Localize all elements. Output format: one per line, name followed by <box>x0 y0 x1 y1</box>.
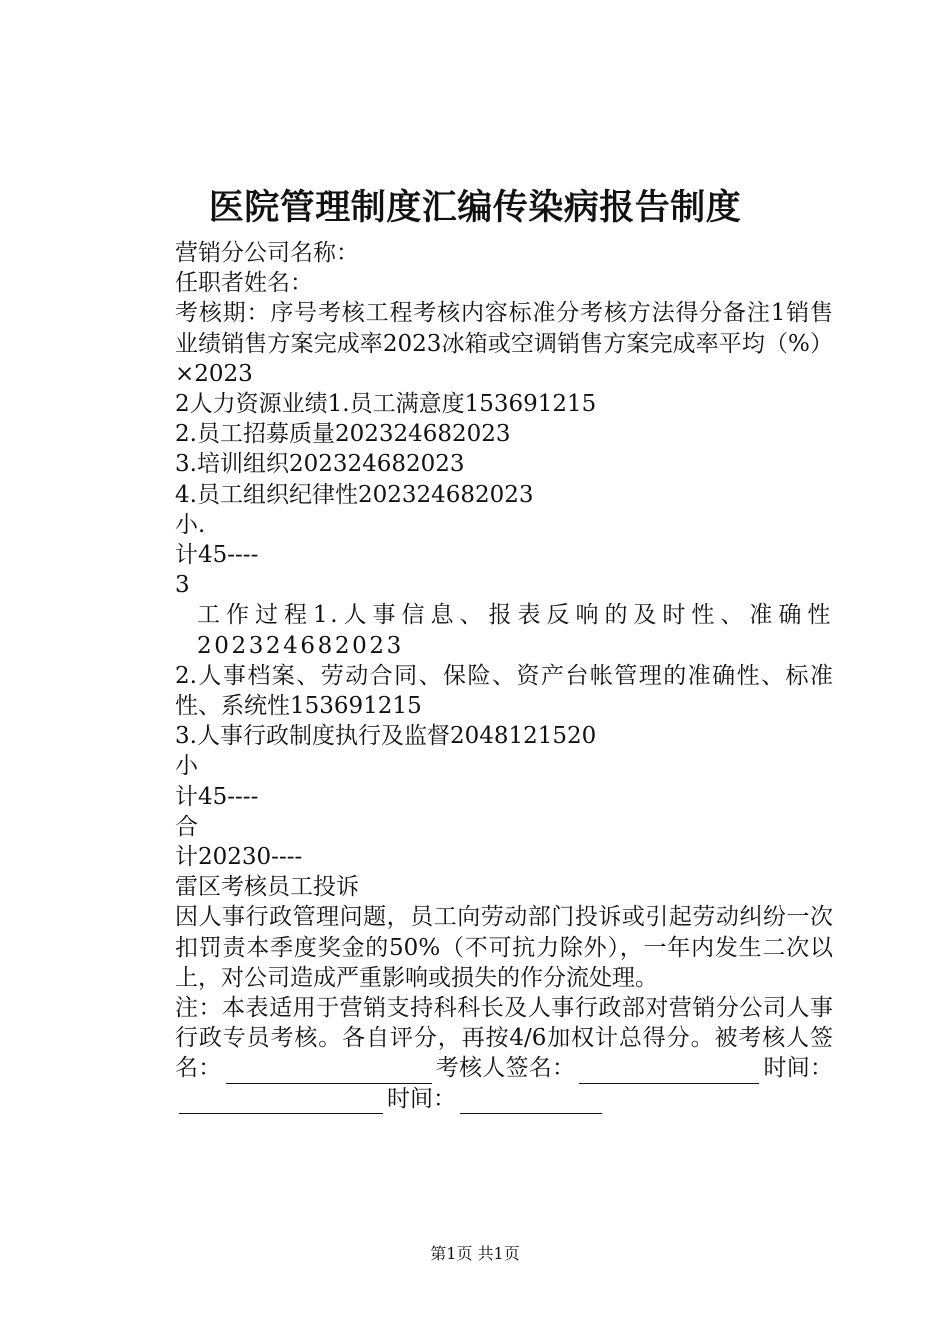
assessor-signature-blank[interactable] <box>579 1059 759 1084</box>
time-label-1: 时间： <box>763 1055 833 1082</box>
personnel-archive-paragraph: 2.人事档案、劳动合同、保险、资产台帐管理的准确性、标准性、系统性153691215 <box>175 662 833 720</box>
admin-system-line: 3.人事行政制度执行及监督2048121520 <box>175 723 597 750</box>
recruit-quality-line: 2.员工招募质量202324682023 <box>175 421 511 448</box>
note-paragraph <box>127 993 833 1114</box>
training-line: 3.培训组织202324682023 <box>175 451 465 478</box>
company-name-line: 营销分公司名称： <box>175 240 359 266</box>
employee-name-line: 任职者姓名： <box>175 270 313 297</box>
work-process-paragraph: 工作过程1.人事信息、报表反响的及时性、准确性202324682023 <box>197 602 833 659</box>
assessor-signature-label: 考核人签名： <box>435 1055 576 1082</box>
assessment-period-paragraph: 考核期：序号考核工程考核内容标准分考核方法得分备注1销售业绩销售方案完成率2023冰箱或空调销售方案完成率平均（%）×2023 <box>175 300 833 387</box>
section-number-3: 3 <box>175 572 190 599</box>
assessee-signature-blank[interactable] <box>226 1059 432 1084</box>
time-label-2: 时间： <box>387 1085 456 1112</box>
document-body <box>127 238 833 1114</box>
subtotal-value-1: 计45---- <box>175 542 259 569</box>
hr-performance-line: 2人力资源业绩1.员工满意度153691215 <box>175 391 597 418</box>
total-label: 合 <box>175 813 198 840</box>
subtotal-value-2: 计45---- <box>175 783 259 810</box>
total-value: 计20230---- <box>175 844 303 871</box>
time-blank-1[interactable] <box>179 1089 383 1114</box>
page-footer: 第1页 共1页 <box>430 1244 520 1263</box>
page-title: 医院管理制度汇编传染病报告制度 <box>208 187 742 228</box>
time-blank-2[interactable] <box>460 1089 602 1114</box>
note-text: 注：本表适用于营销支持科科长及人事行政部对营销分公司人事行政专员考核。各自评分，再按4/6加权计总得分。被考核人签名： <box>175 995 833 1082</box>
complaint-paragraph: 因人事行政管理问题，员工向劳动部门投诉或引起劳动纠纷一次扣罚责本季度奖金的50%（不可抗力除外），一年内发生二次以上，对公司造成严重影响或损失的作分流处理。 <box>175 904 833 991</box>
subtotal-label-1: 小. <box>175 511 206 538</box>
red-zone-line: 雷区考核员工投诉 <box>175 874 359 901</box>
subtotal-label-2: 小 <box>175 753 198 780</box>
discipline-line: 4.员工组织纪律性202324682023 <box>175 481 534 508</box>
